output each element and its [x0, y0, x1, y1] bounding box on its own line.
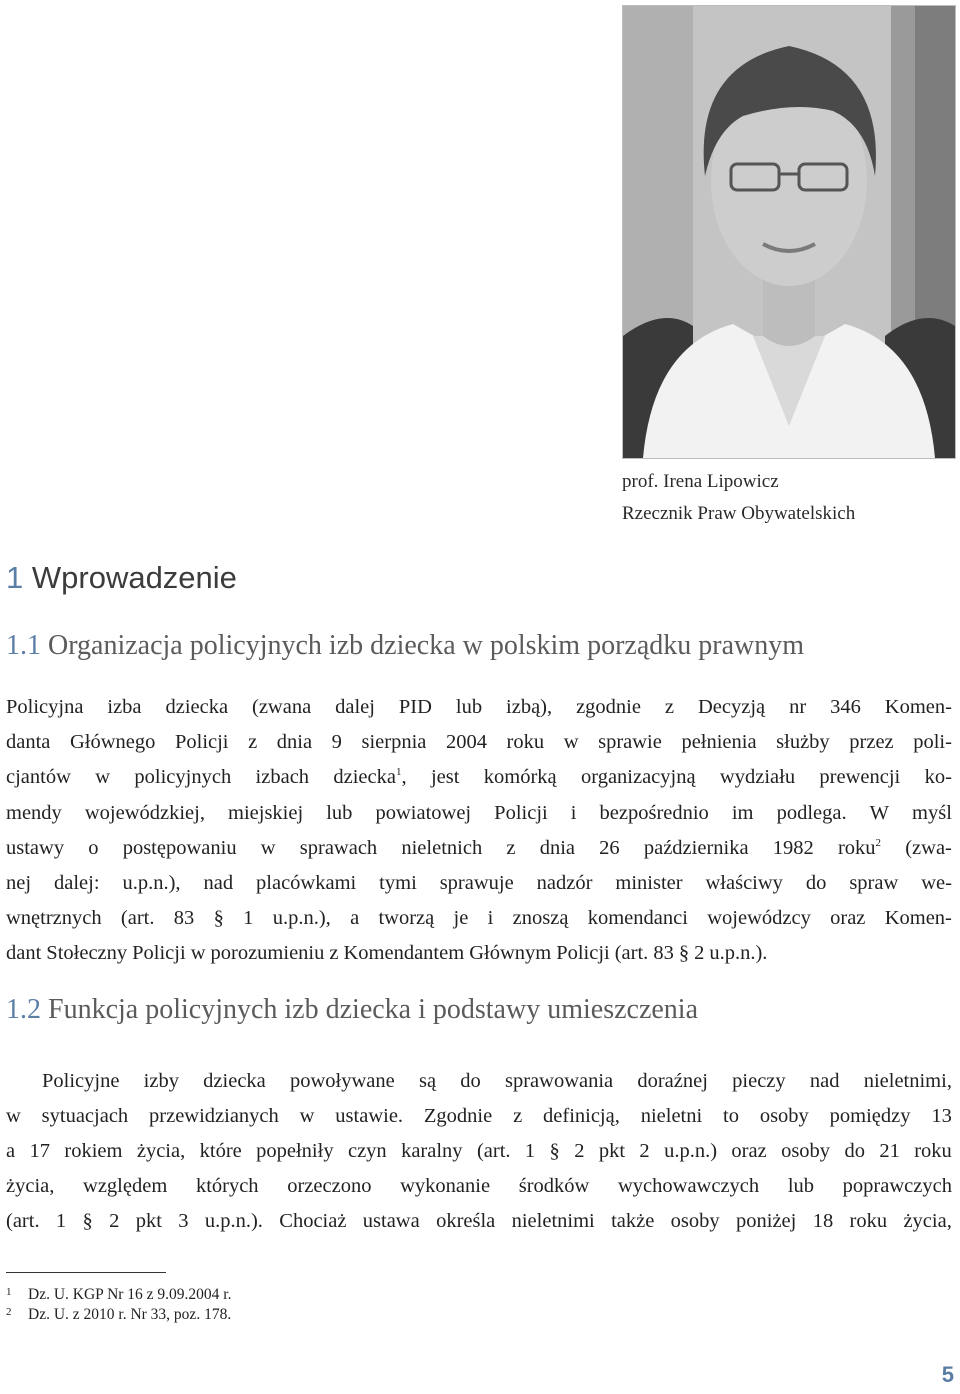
section-title: Wprowadzenie: [31, 560, 237, 595]
portrait-photo-icon: [623, 6, 955, 458]
footnote-2: [6, 1306, 231, 1324]
portrait-caption: [622, 466, 855, 530]
paragraph-line: cjantów w policyjnych izbach dziecka$^1$, jest komórką organizacyjną wydziału prewencji ko-: [6, 766, 952, 789]
footnote-number: 2: [6, 1306, 12, 1318]
section-heading-1-1: [6, 630, 804, 662]
portrait-photo: [622, 5, 956, 459]
footnote-text: Dz. U. KGP Nr 16 z 9.09.2004 r.: [28, 1286, 232, 1303]
paragraph-line: ustawy o postępowaniu w sprawach nieletnich z dnia 26 października 1982 roku$^2$ (zwa-: [6, 836, 952, 859]
section-title: Funkcja policyjnych izb dziecka i podstawy umieszczenia: [48, 994, 699, 1025]
paragraph-organizacja: [6, 690, 952, 972]
page-number: 5: [941, 1362, 954, 1387]
footnote-text: Dz. U. z 2010 r. Nr 33, poz. 178.: [28, 1306, 232, 1323]
section-title: Organizacja policyjnych izb dziecka w polskim porządku prawnym: [48, 630, 805, 661]
paragraph-line: dant Stołeczny Policji w porozumieniu z Komendantem Głównym Policji (art. 83 § 2 u.p.n.).: [6, 942, 768, 965]
paragraph-line: mendy wojewódzkiej, miejskiej lub powiatowej Policji i bezpośrednio im podlega. W myśl: [6, 801, 952, 824]
section-heading-1-2: [6, 994, 698, 1026]
paragraph-line: (art. 1 § 2 pkt 3 u.p.n.). Chociaż ustawa określa nieletnimi także osoby poniżej 18 roku życia,: [6, 1210, 952, 1232]
paragraph-line: życia, względem których orzeczono wykonanie środków wychowawczych lub poprawczych: [6, 1175, 952, 1197]
footnote-1: [6, 1286, 232, 1304]
paragraph-line: Policyjne izby dziecka powoływane są do sprawowania doraźnej pieczy nad nieletnimi,: [42, 1070, 952, 1092]
section-number: 1: [6, 560, 24, 595]
section-number: 1.1: [6, 630, 41, 661]
caption-role: Rzecznik Praw Obywatelskich: [622, 503, 856, 524]
caption-name: prof. Irena Lipowicz: [622, 471, 779, 492]
paragraph-line: nej dalej: u.p.n.), nad placówkami tymi sprawuje nadzór minister właściwy do spraw we-: [6, 872, 952, 895]
paragraph-line: w sytuacjach przewidzianych w ustawie. Zgodnie z definicją, nieletni to osoby pomiędzy 13: [6, 1105, 952, 1127]
paragraph-line: a 17 rokiem życia, które popełniły czyn karalny (art. 1 § 2 pkt 2 u.p.n.) oraz osoby do 21 roku: [6, 1140, 952, 1162]
paragraph-funkcja: [6, 1064, 952, 1239]
paragraph-line: wnętrznych (art. 83 § 1 u.p.n.), a tworzą je i znoszą komendanci wojewódzcy oraz Komen-: [6, 907, 952, 930]
paragraph-line: Policyjna izba dziecka (zwana dalej PID lub izbą), zgodnie z Decyzją nr 346 Komen-: [6, 696, 952, 718]
footnote-number: 1: [6, 1286, 12, 1298]
footnote-divider: [6, 1272, 166, 1273]
paragraph-line: danta Głównego Policji z dnia 9 sierpnia 2004 roku w sprawie pełnienia służby przez poli-: [6, 731, 952, 754]
section-heading-1: [6, 560, 237, 596]
section-number: 1.2: [6, 994, 41, 1025]
